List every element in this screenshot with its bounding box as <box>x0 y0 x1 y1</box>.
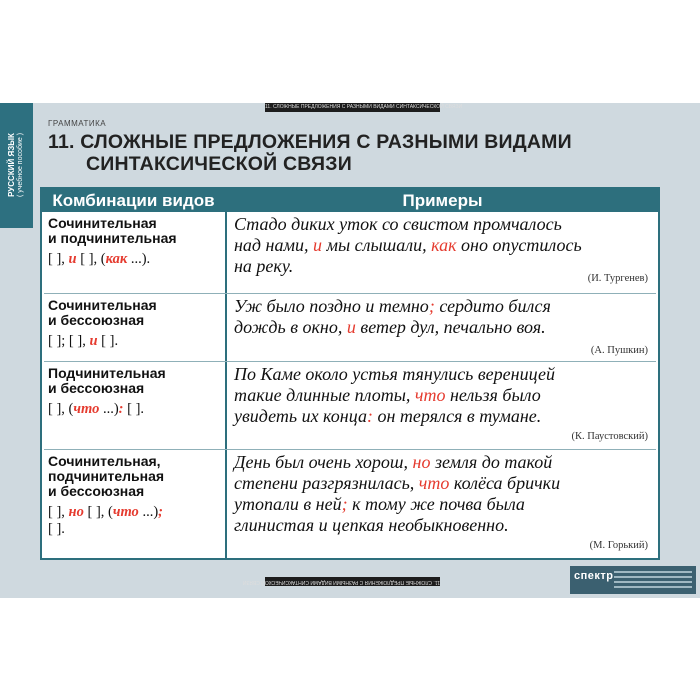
column-header-combinations: Комбинации видов <box>42 189 225 212</box>
bottom-strip: 11. СЛОЖНЫЕ ПРЕДЛОЖЕНИЯ С РАЗНЫМИ ВИДАМИ СИНТАКСИЧЕСКОЙ СВЯЗИ <box>242 579 440 585</box>
author: (И. Тургенев) <box>587 273 648 284</box>
poster <box>0 103 700 598</box>
table-row <box>42 212 658 293</box>
combination-name: и подчинительная <box>48 230 177 246</box>
author: (М. Горький) <box>589 540 648 551</box>
table-row <box>42 450 658 558</box>
author: (А. Пушкин) <box>590 345 648 356</box>
combination-name: подчинительная <box>48 468 165 484</box>
scheme: [ ], но [ ], (что ...); [ ]. <box>48 504 163 537</box>
publisher-info-lines <box>614 571 692 591</box>
scheme: [ ]; [ ], и [ ]. <box>48 333 119 349</box>
section-label: ГРАММАТИКА <box>48 119 107 128</box>
combination-name: и бессоюзная <box>48 312 145 328</box>
example-text: День был очень хорош, но земля до такой степени разгрязнилась, что колёса брички утопали в ней; к тому же почва была глинистая и цепкая необыкновенно. <box>234 452 561 535</box>
example-text: Уж было поздно и темно; сердито бился дождь в окно, и ветер дул, печально воя. <box>234 296 551 337</box>
scheme: [ ], (что ...): [ ]. <box>48 401 145 417</box>
publisher-name: спектр <box>574 570 614 582</box>
scheme: [ ], и [ ], (как ...). <box>48 251 151 267</box>
title-line-1: 11. СЛОЖНЫЕ ПРЕДЛОЖЕНИЯ С РАЗНЫМИ ВИДАМИ <box>48 131 572 153</box>
sidebar-subject: РУССКИЙ ЯЗЫК <box>7 133 16 197</box>
combination-cell <box>48 298 220 350</box>
combination-name: Сочинительная <box>48 297 157 313</box>
syntax-table <box>40 187 660 560</box>
combination-name: Сочинительная <box>48 215 157 231</box>
combination-name: Подчинительная <box>48 365 166 381</box>
example-text: Стадо диких уток со свистом промчалось над нами, и мы слышали, как оно опустилось на реку. <box>234 214 582 276</box>
sidebar-subject-tab <box>0 103 33 228</box>
combination-name: Сочинительная, <box>48 453 161 469</box>
sidebar-subtitle: ( учебное пособие ) <box>17 132 24 198</box>
combination-cell <box>48 216 220 268</box>
combination-name: и бессоюзная <box>48 380 145 396</box>
top-strip: 11. СЛОЖНЫЕ ПРЕДЛОЖЕНИЯ С РАЗНЫМИ ВИДАМИ СИНТАКСИЧЕСКОЙ СВЯЗИ <box>265 104 463 110</box>
example-text: По Каме около устья тянулись вереницей такие длинные плоты, что нельзя было увидеть их конца: он терялся в тумане. <box>234 364 556 426</box>
table-row <box>42 362 658 449</box>
column-header-examples: Примеры <box>227 189 658 212</box>
title-line-2: СИНТАКСИЧЕСКОЙ СВЯЗИ <box>86 153 352 175</box>
combination-name: и бессоюзная <box>48 483 145 499</box>
combination-cell <box>48 366 220 418</box>
table-row <box>42 294 658 361</box>
publisher-logo <box>570 566 696 594</box>
page-title <box>48 131 572 175</box>
combination-cell <box>48 454 220 538</box>
author: (К. Паустовский) <box>571 431 648 442</box>
